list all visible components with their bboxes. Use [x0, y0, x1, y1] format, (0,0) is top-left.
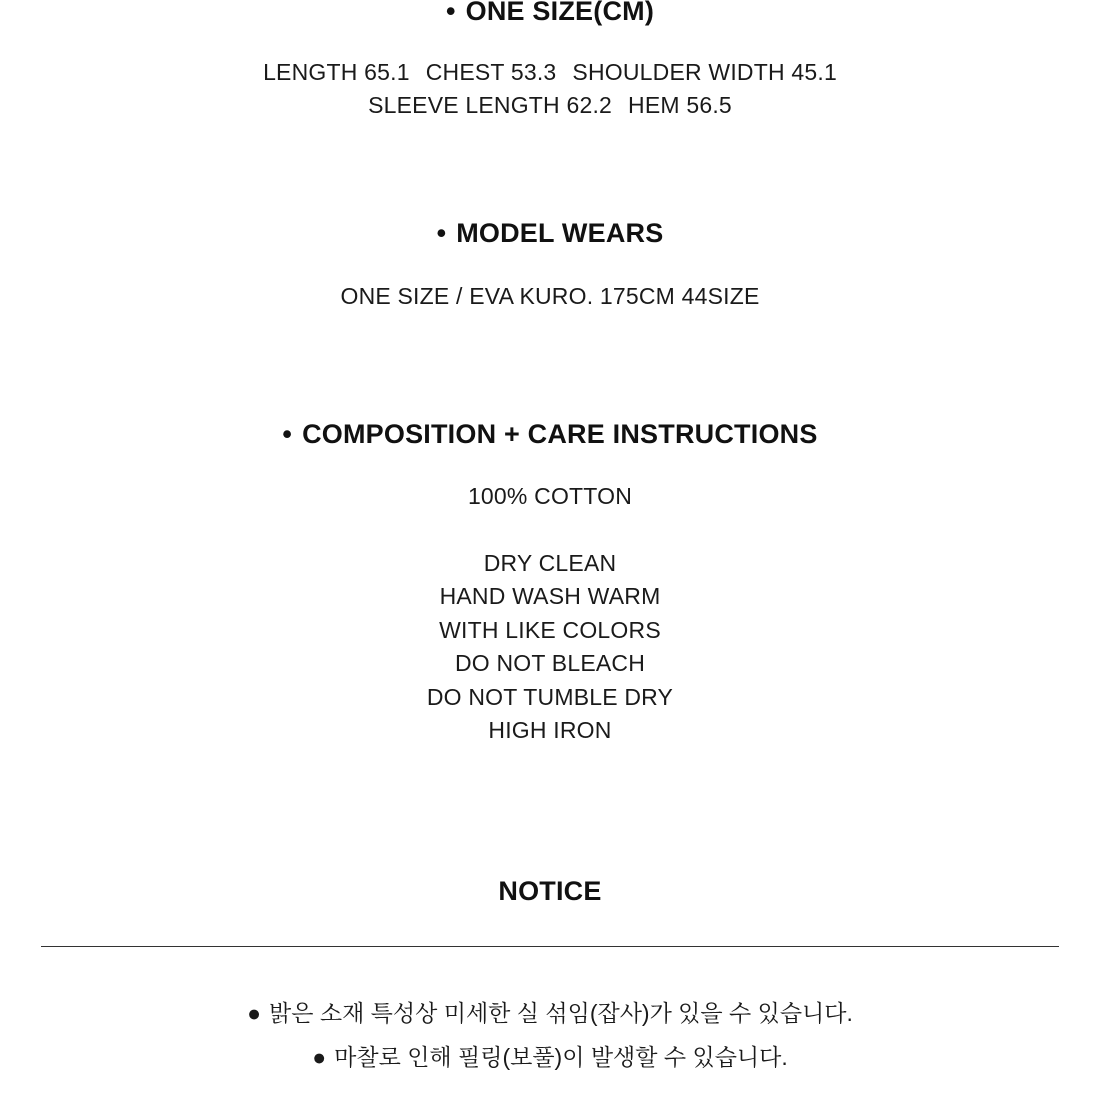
notice-item [0, 1043, 1100, 1071]
care-instruction: HAND WASH WARM [439, 583, 661, 609]
notice-text: 마찰로 인해 필링(보풀)이 발생할 수 있습니다. [334, 1044, 788, 1070]
model-heading [0, 217, 1100, 249]
care-instruction: DO NOT TUMBLE DRY [426, 684, 674, 710]
measurement-sleeve-length: SLEEVE LENGTH 62.2 [368, 92, 613, 118]
measurement-chest: CHEST 53.3 [425, 59, 557, 85]
size-heading-bullet: • [445, 0, 456, 26]
composition-heading [0, 418, 1100, 450]
model-heading-bullet: • [436, 218, 447, 248]
measurement-length: LENGTH 65.1 [263, 59, 410, 85]
notice-heading: NOTICE [498, 876, 602, 906]
notice-text: 밝은 소재 특성상 미세한 실 섞임(잡사)가 있을 수 있습니다. [269, 1000, 853, 1026]
composition-heading-bullet: • [282, 419, 293, 449]
care-instruction: HIGH IRON [488, 717, 612, 743]
notice-bullet: ● [247, 1000, 262, 1026]
size-measurements-row-1 [0, 58, 1100, 86]
measurement-hem: HEM 56.5 [628, 92, 732, 118]
size-heading-text: ONE SIZE(CM) [465, 0, 655, 26]
model-heading-text: MODEL WEARS [456, 218, 664, 248]
size-measurements-row-2 [0, 91, 1100, 119]
care-instruction: DO NOT BLEACH [454, 650, 646, 676]
measurement-shoulder-width: SHOULDER WIDTH 45.1 [572, 59, 837, 85]
composition-material: 100% COTTON [467, 483, 633, 509]
size-heading [0, 0, 1100, 27]
care-instruction: WITH LIKE COLORS [439, 617, 661, 643]
composition-heading-text: COMPOSITION + CARE INSTRUCTIONS [302, 419, 818, 449]
notice-item [0, 999, 1100, 1027]
model-info: ONE SIZE / EVA KURO. 175CM 44SIZE [340, 283, 760, 309]
care-instruction: DRY CLEAN [483, 550, 617, 576]
notice-bullet: ● [312, 1044, 327, 1070]
notice-divider [41, 946, 1059, 947]
